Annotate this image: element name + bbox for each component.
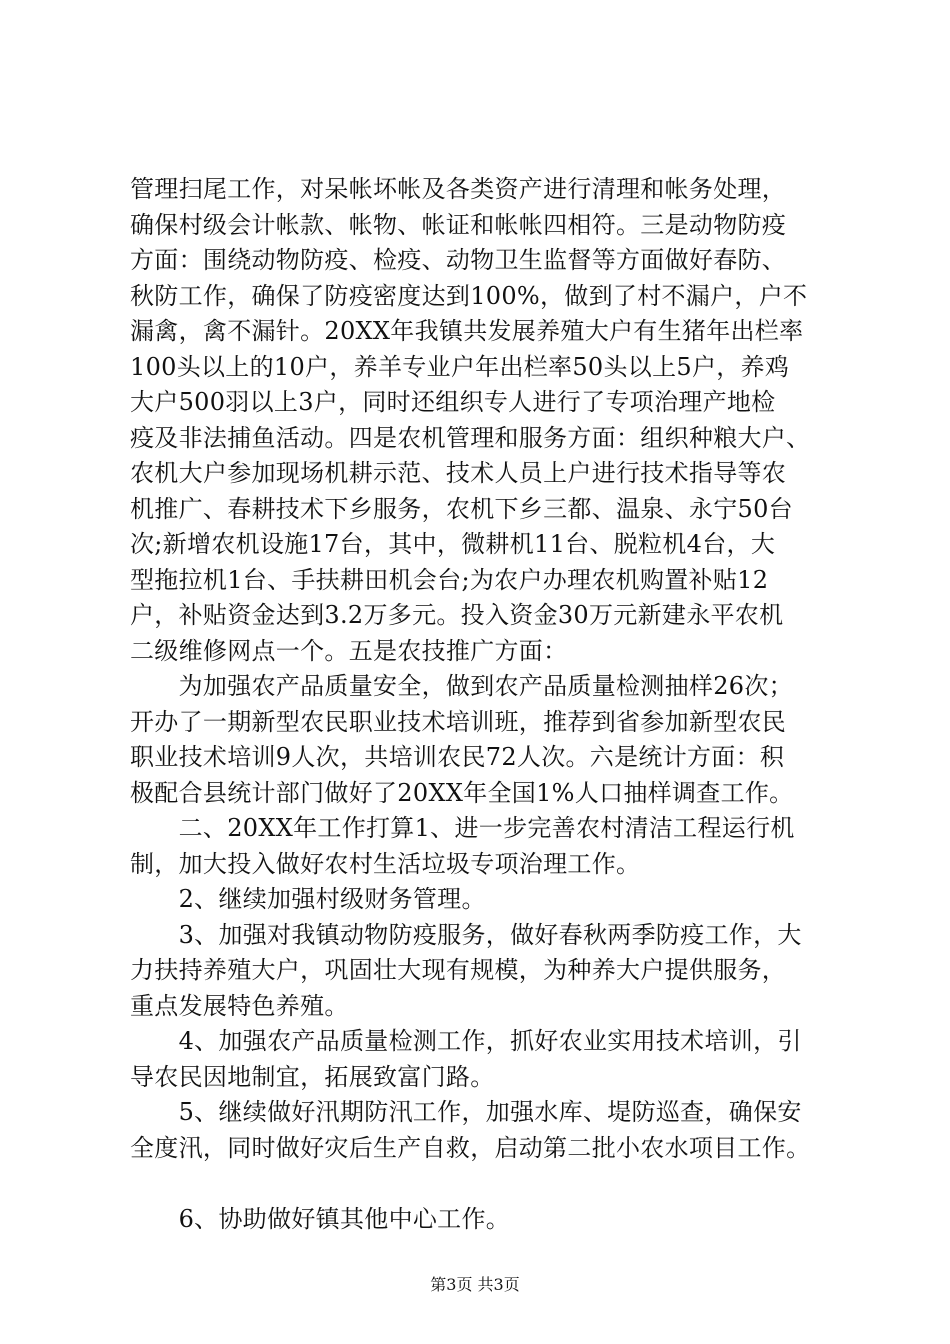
text-line: 力扶持养殖大户，巩固壮大现有规模，为种养大户提供服务，	[130, 956, 787, 984]
text-line: 管理扫尾工作，对呆帐坏帐及各类资产进行清理和帐务处理，	[130, 175, 787, 203]
text-line: 2、继续加强村级财务管理。	[130, 885, 486, 913]
text-line: 户，补贴资金达到3.2万多元。投入资金30万元新建永平农机	[130, 601, 784, 629]
text-line: 导农民因地制宜，拓展致富门路。	[130, 1062, 495, 1091]
text-line: 4、加强农产品质量检测工作，抓好农业实用技术培训，引	[130, 1027, 802, 1055]
text-line: 秋防工作，确保了防疫密度达到100%，做到了村不漏户，户不	[130, 281, 808, 310]
text-line: 大户500羽以上3户，同时还组织专人进行了专项治理产地检	[130, 388, 776, 416]
text-line: 职业技术培训9人次，共培训农民72人次。六是统计方面：积	[130, 743, 785, 771]
text-line: 100头以上的10户，养羊专业户年出栏率50头以上5户，养鸡	[130, 352, 790, 381]
text-line: 方面：围绕动物防疫、检疫、动物卫生监督等方面做好春防、	[130, 246, 787, 274]
paragraph-gap	[130, 1166, 842, 1202]
text-line: 为加强农产品质量安全，做到农产品质量检测抽样26次；	[130, 672, 793, 700]
text-line: 开办了一期新型农民职业技术培训班，推荐到省参加新型农民	[130, 707, 787, 736]
text-line: 次;新增农机设施17台，其中，微耕机11台、脱粒机4台，大	[130, 530, 776, 558]
text-line: 极配合县统计部门做好了20XX年全国1%人口抽样调查工作。	[130, 778, 794, 807]
text-line: 农机大户参加现场机耕示范、技术人员上户进行技术指导等农	[130, 459, 787, 487]
text-line: 机推广、春耕技术下乡服务，农机下乡三都、温泉、永宁50台	[130, 494, 793, 523]
text-line: 漏禽，禽不漏针。20XX年我镇共发展养殖大户有生猪年出栏率	[130, 317, 804, 345]
text-line: 制，加大投入做好农村生活垃圾专项治理工作。	[130, 849, 641, 878]
text-line: 确保村级会计帐款、帐物、帐证和帐帐四相符。三是动物防疫	[130, 210, 787, 239]
text-line: 6、协助做好镇其他中心工作。	[130, 1204, 511, 1233]
text-line: 重点发展特色养殖。	[130, 991, 349, 1020]
text-line: 3、加强对我镇动物防疫服务，做好春秋两季防疫工作，大	[130, 920, 802, 949]
text-line: 5、继续做好汛期防汛工作，加强水库、堤防巡查，确保安	[130, 1098, 802, 1126]
text-line: 疫及非法捕鱼活动。四是农机管理和服务方面：组织种粮大户、	[130, 423, 811, 452]
body-text	[130, 172, 842, 1237]
text-line: 型拖拉机1台、手扶耕田机会台;为农户办理农机购置补贴12	[130, 565, 769, 594]
text-line: 二、20XX年工作打算1、进一步完善农村清洁工程运行机	[130, 814, 795, 842]
page-footer: 第3页 共3页	[430, 1275, 520, 1294]
text-line: 全度汛，同时做好灾后生产自救，启动第二批小农水项目工作。	[130, 1133, 811, 1162]
text-line: 二级维修网点一个。五是农技推广方面：	[130, 636, 568, 665]
